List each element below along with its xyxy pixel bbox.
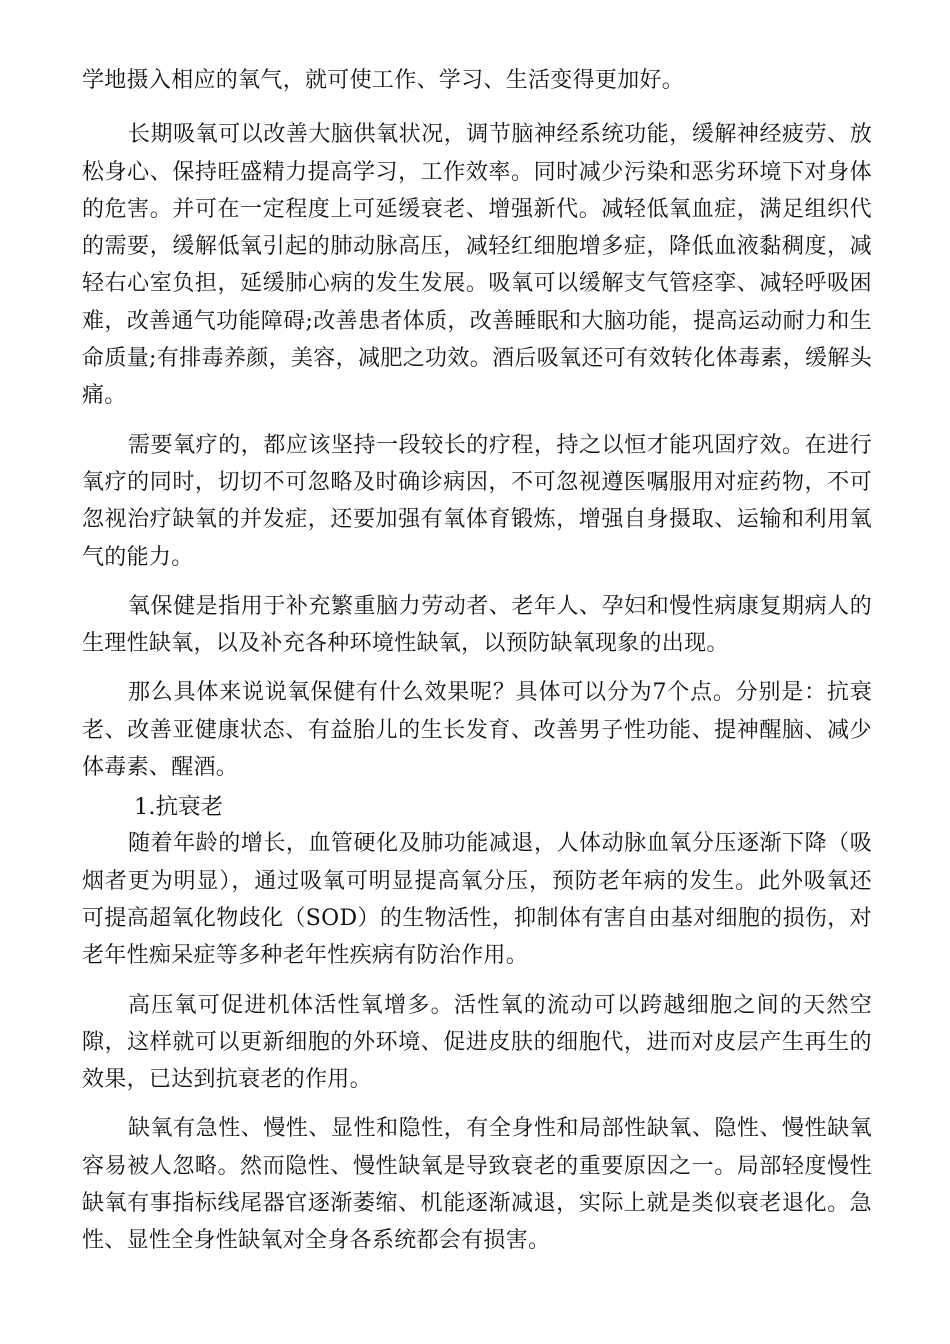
section-paragraph-2: 高压氧可促进机体活性氧增多。活性氧的流动可以跨越细胞之间的天然空隙，这样就可以更新细胞的外环境、促进皮肤的细胞代，进而对皮层产生再生的效果，已达到抗衰老的作用。	[82, 992, 872, 1093]
paragraph-2: 长期吸氧可以改善大脑供氧状况，调节脑神经系统功能，缓解神经疲劳、放松身心、保持旺盛精力提高学习，工作效率。同时减少污染和恶劣环境下对身体的危害。并可在一定程度上可延缓衰老、增强新代。减轻低氧血症，满足组织代的需要，缓解低氧引起的肺动脉高压，减轻红细胞增多症，降低血液黏稠度，减轻右心室负担，延缓肺心病的发生发展。吸氧可以缓解支气管痉挛、减轻呼吸困难，改善通气功能障碍;改善患者体质，改善睡眠和大脑功能，提高运动耐力和生命质量;有排毒养颜，美容，减肥之功效。酒后吸氧还可有效转化体毒素，缓解头痛。	[82, 122, 872, 409]
paragraph-3: 需要氧疗的，都应该坚持一段较长的疗程，持之以恒才能巩固疗效。在进行氧疗的同时，切切不可忽略及时确诊病因，不可忽视遵医嘱服用对症药物，不可忽视治疗缺氧的并发症，还要加强有氧体育锻炼，增强自身摄取、运输和利用氧气的能力。	[82, 432, 872, 570]
section-paragraph-1: 随着年龄的增长，血管硬化及肺功能减退，人体动脉血氧分压逐渐下降（吸烟者更为明显），通过吸氧可明显提高氧分压，预防老年病的发生。此外吸氧还可提高超氧化物歧化（SOD）的生物活性，抑制体有害自由基对细胞的损伤，对老年性痴呆症等多种老年性疾病有防治作用。	[82, 831, 872, 969]
paragraph-4: 氧保健是指用于补充繁重脑力劳动者、老年人、孕妇和慢性病康复期病人的生理性缺氧，以及补充各种环境性缺氧，以预防缺氧现象的出现。	[82, 593, 872, 657]
paragraph-5: 那么具体来说说氧保健有什么效果呢？具体可以分为7个点。分别是：抗衰老、改善亚健康状态、有益胎儿的生长发育、改善男子性功能、提神醒脑、减少体毒素、醒酒。	[82, 680, 872, 781]
section-paragraph-3: 缺氧有急性、慢性、显性和隐性，有全身性和局部性缺氧、隐性、慢性缺氧容易被人忽略。然而隐性、慢性缺氧是导致衰老的重要原因之一。局部轻度慢性缺氧有事指标线尾器官逐渐萎缩、机能逐渐减退，实际上就是类似衰老退化。急性、显性全身性缺氧对全身各系统都会有损害。	[82, 1116, 872, 1254]
section-heading: 1.抗衰老	[134, 794, 223, 821]
paragraph-1: 学地摄入相应的氧气，就可使工作、学习、生活变得更加好。	[82, 68, 685, 93]
